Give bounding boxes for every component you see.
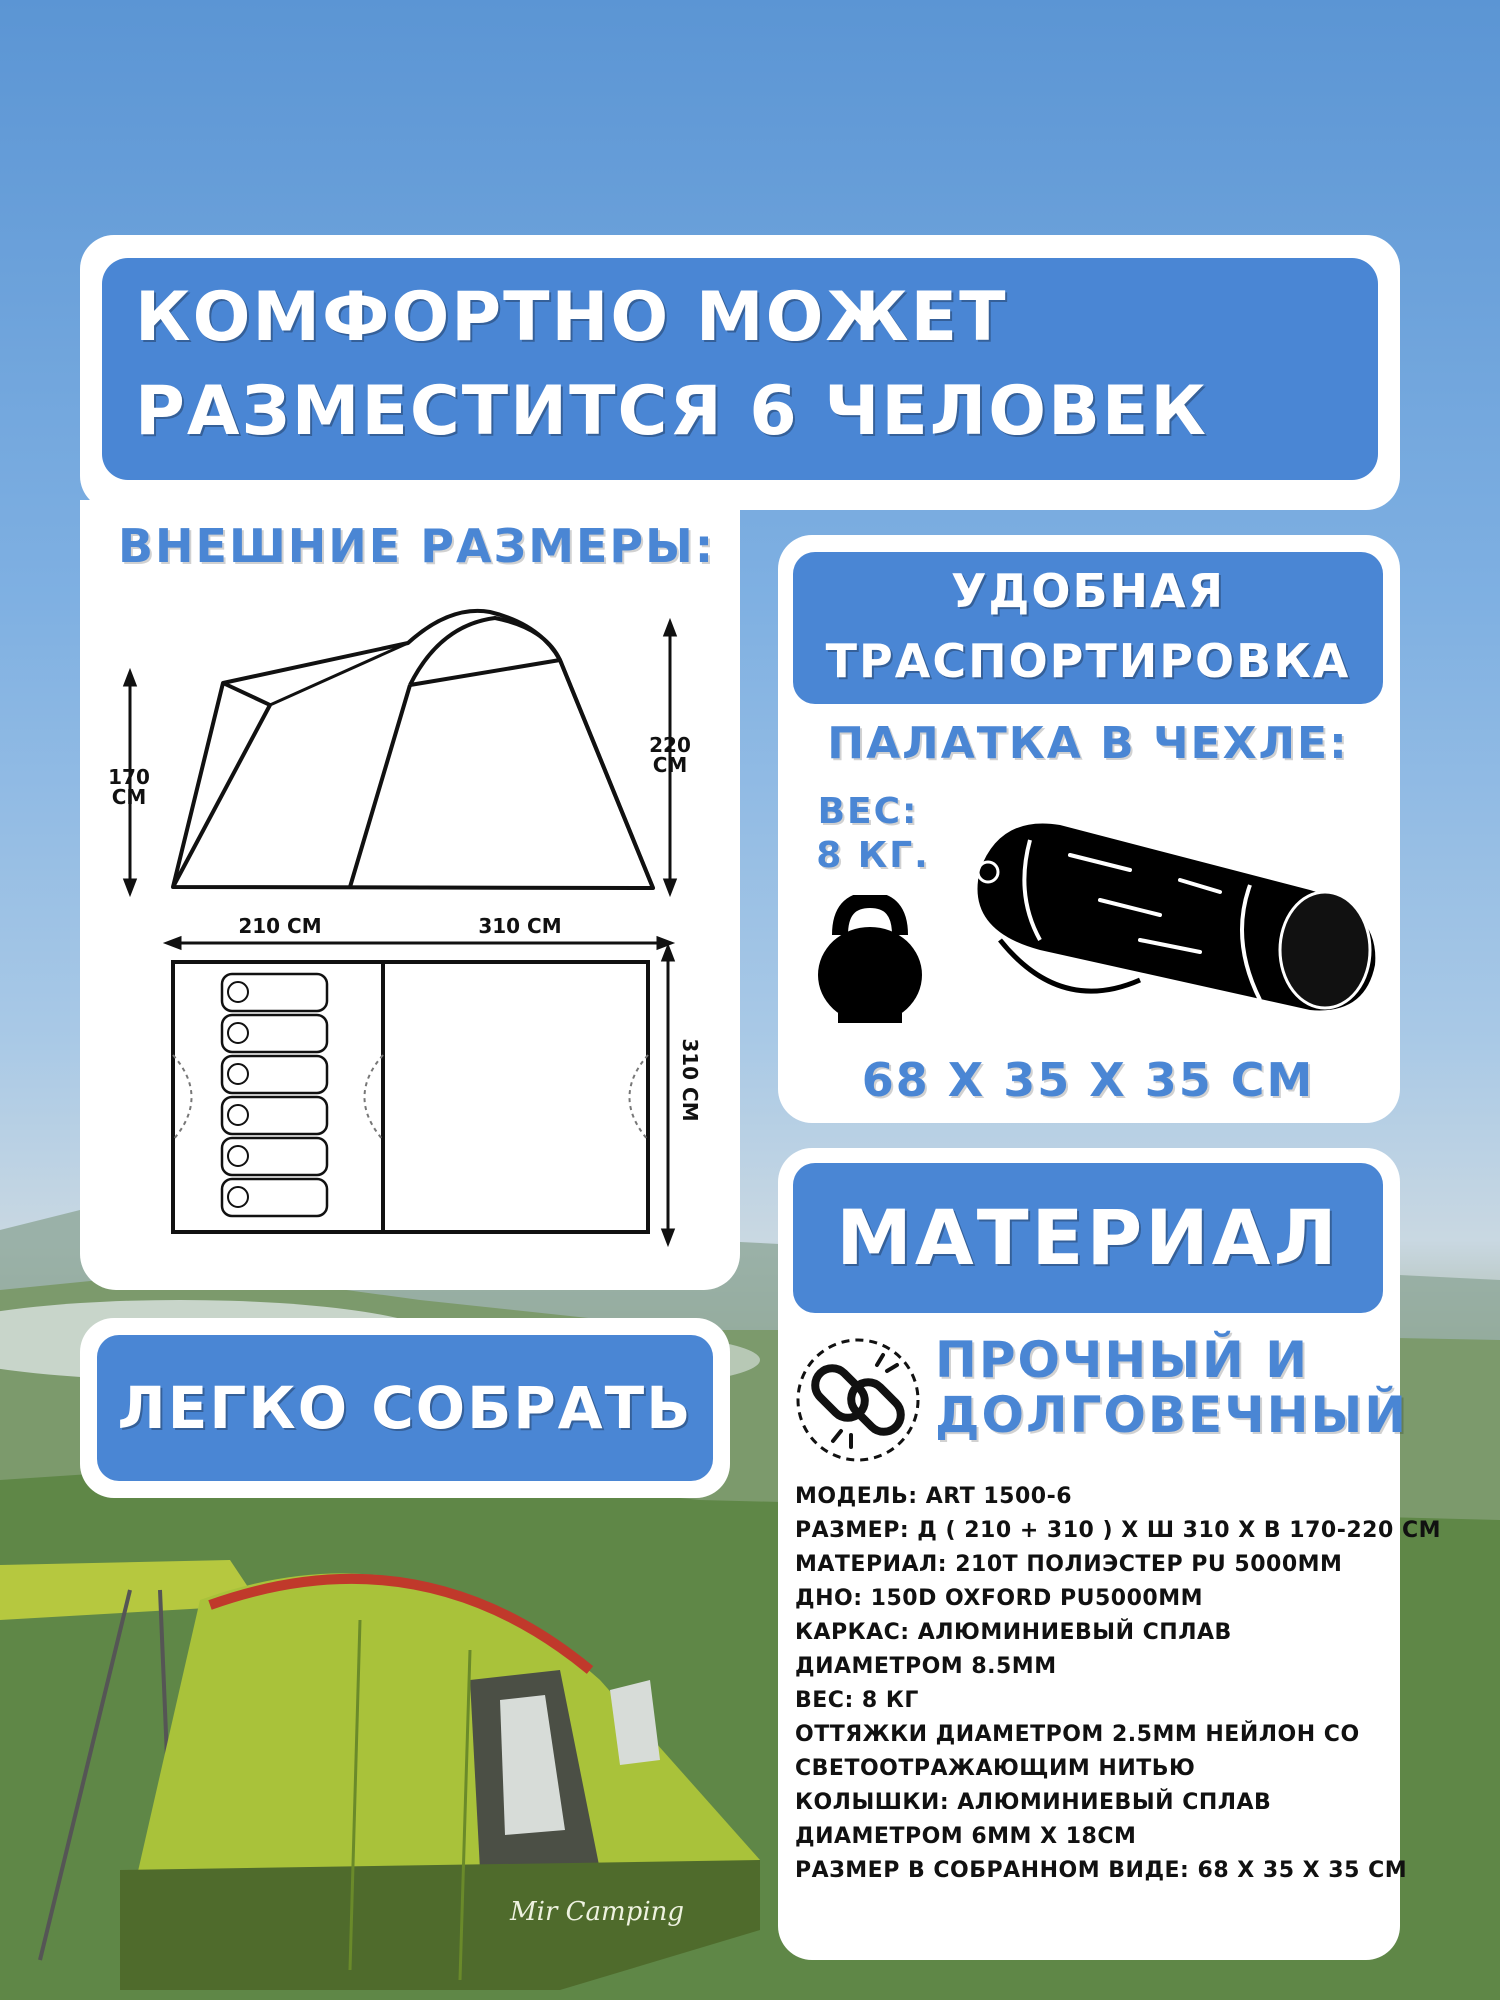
material-feature-line2: ДОЛГОВЕЧНЫЙ [935,1386,1409,1444]
weight-value: 8 КГ. [816,835,930,876]
spec-line: ОТТЯЖКИ ДИАМЕТРОМ 2.5ММ НЕЙЛОН СО [795,1722,1360,1747]
spec-line: РАЗМЕР В СОБРАННОМ ВИДЕ: 68 X 35 X 35 СМ [795,1858,1408,1883]
height-low-label: 170 СМ [108,765,150,809]
spec-line: ДИАМЕТРОМ 6ММ X 18СМ [795,1824,1137,1849]
width-label: 310 СМ [678,1038,702,1122]
assembly-label: ЛЕГКО СОБРАТЬ [117,1374,693,1442]
dimensions-title: ВНЕШНИЕ РАЗМЕРЫ: [118,519,716,573]
kettlebell-icon [810,895,930,1025]
headline-line1: КОМФОРТНО МОЖЕТ [135,278,1008,357]
weight-label: ВЕС: [817,791,919,832]
headline-line2: РАЗМЕСТИТСЯ 6 ЧЕЛОВЕК [135,372,1208,451]
transport-subtitle: ПАЛАТКА В ЧЕХЛЕ: [827,718,1349,769]
spec-line: ДИАМЕТРОМ 8.5ММ [795,1654,1057,1679]
packed-size: 68 X 35 X 35 СМ [861,1053,1315,1107]
transport-title-line2: ТРАСПОРТИРОВКА [825,634,1351,688]
spec-line: ДНО: 150D OXFORD PU5000ММ [795,1586,1203,1611]
tent-bag-icon [960,800,1390,1025]
material-feature-line1: ПРОЧНЫЙ И [935,1331,1310,1389]
broken-chain-icon [793,1335,923,1465]
spec-line: ВЕС: 8 КГ [795,1688,919,1713]
spec-line: КОЛЫШКИ: АЛЮМИНИЕВЫЙ СПЛАВ [795,1790,1272,1815]
spec-line: СВЕТООТРАЖАЮЩИМ НИТЬЮ [795,1756,1196,1781]
height-high-label: 220 СМ [649,733,691,777]
material-title: МАТЕРИАЛ [836,1193,1340,1282]
transport-title-line1: УДОБНАЯ [950,564,1226,618]
spec-line: МАТЕРИАЛ: 210T ПОЛИЭСТЕР PU 5000ММ [795,1552,1343,1577]
spec-line: МОДЕЛЬ: ART 1500-6 [795,1484,1073,1509]
tent-photo [0,1530,780,2000]
svg-text:Mir Camping: Mir Camping [510,1897,685,1927]
spec-line: РАЗМЕР: Д ( 210 + 310 ) X Ш 310 X В 170-220 СМ [795,1518,1441,1543]
length-b-label: 310 СМ [478,914,562,938]
spec-line: КАРКАС: АЛЮМИНИЕВЫЙ СПЛАВ [795,1620,1232,1645]
spec-list [795,1480,1441,1888]
tent-dimension-drawing [100,600,720,1250]
length-a-label: 210 СМ [238,914,322,938]
